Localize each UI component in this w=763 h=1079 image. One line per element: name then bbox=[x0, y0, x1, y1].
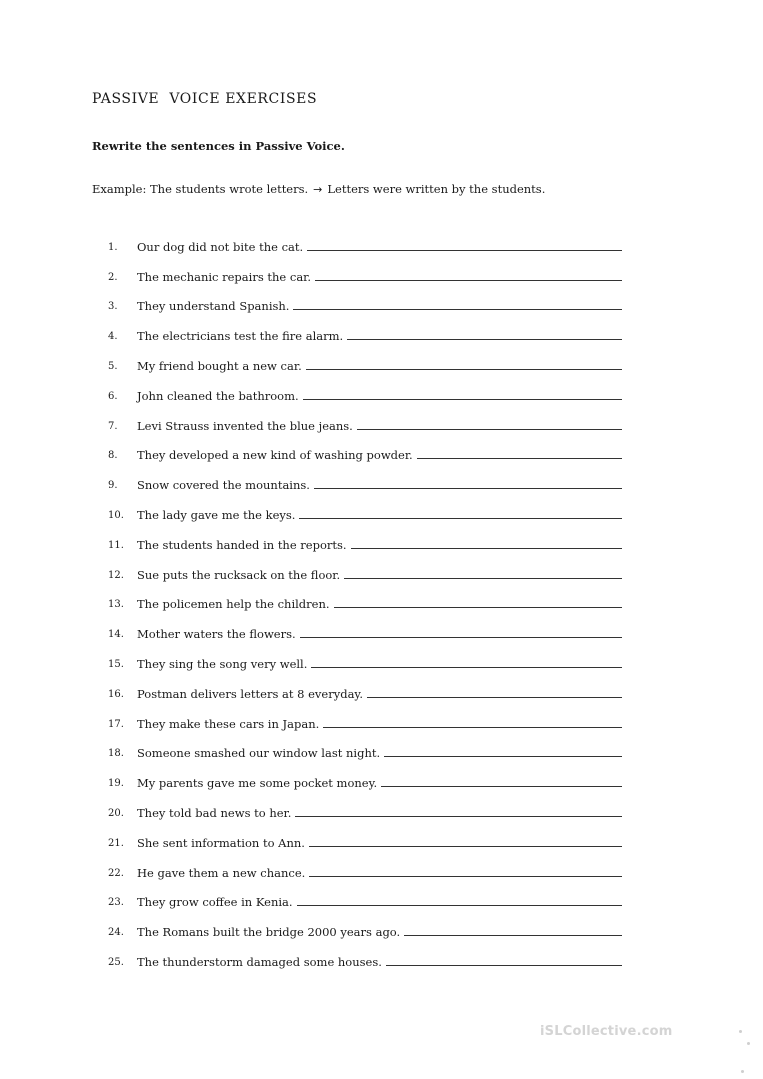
exercise-number: 8. bbox=[108, 450, 118, 462]
exercise-number: 10. bbox=[108, 509, 124, 521]
exercise-sentence: Snow covered the mountains. bbox=[137, 478, 310, 493]
answer-line[interactable] bbox=[309, 845, 622, 847]
exercise-item bbox=[108, 462, 622, 492]
answer-line[interactable] bbox=[404, 934, 622, 936]
exercise-item bbox=[108, 820, 622, 850]
answer-line[interactable] bbox=[381, 785, 622, 787]
exercise-item bbox=[108, 731, 622, 761]
exercise-number: 5. bbox=[108, 360, 118, 372]
answer-line[interactable] bbox=[417, 457, 622, 459]
exercise-number: 13. bbox=[108, 599, 124, 611]
answer-line[interactable] bbox=[307, 249, 622, 251]
exercise-sentence: My friend bought a new car. bbox=[137, 358, 302, 373]
exercise-item bbox=[108, 611, 622, 641]
exercise-item bbox=[108, 939, 622, 969]
exercise-number: 2. bbox=[108, 271, 118, 283]
answer-line[interactable] bbox=[311, 666, 622, 668]
exercise-sentence: My parents gave me some pocket money. bbox=[137, 776, 378, 791]
answer-line[interactable] bbox=[297, 904, 622, 906]
answer-line[interactable] bbox=[386, 964, 622, 966]
example-line bbox=[92, 182, 545, 196]
answer-line[interactable] bbox=[367, 696, 622, 698]
answer-line[interactable] bbox=[306, 368, 622, 370]
exercise-number: 7. bbox=[108, 420, 118, 432]
example-sentence: Example: The students wrote letters. bbox=[92, 182, 309, 196]
exercise-sentence: The students handed in the reports. bbox=[137, 537, 347, 552]
answer-line[interactable] bbox=[299, 517, 622, 519]
answer-line[interactable] bbox=[295, 815, 622, 817]
exercise-item bbox=[108, 373, 622, 403]
exercise-sentence: Mother waters the flowers. bbox=[137, 627, 296, 642]
exercise-item bbox=[108, 492, 622, 522]
answer-line[interactable] bbox=[357, 428, 622, 430]
exercise-item bbox=[108, 343, 622, 373]
answer-line[interactable] bbox=[323, 726, 622, 728]
exercise-number: 17. bbox=[108, 718, 124, 730]
exercise-item bbox=[108, 880, 622, 910]
dot bbox=[741, 1070, 744, 1073]
answer-line[interactable] bbox=[309, 875, 622, 877]
exercise-item bbox=[108, 284, 622, 314]
exercise-number: 12. bbox=[108, 569, 124, 581]
exercise-sentence: They understand Spanish. bbox=[137, 299, 290, 314]
exercise-number: 11. bbox=[108, 539, 124, 551]
exercise-item bbox=[108, 701, 622, 731]
example-answer: Letters were written by the students. bbox=[327, 182, 546, 196]
exercise-sentence: The electricians test the fire alarm. bbox=[137, 329, 344, 344]
exercise-item bbox=[108, 671, 622, 701]
exercise-number: 23. bbox=[108, 897, 124, 909]
exercise-item bbox=[108, 522, 622, 552]
exercise-sentence: Sue puts the rucksack on the floor. bbox=[137, 567, 341, 582]
exercise-number: 21. bbox=[108, 837, 124, 849]
exercise-sentence: The thunderstorm damaged some houses. bbox=[137, 954, 382, 969]
exercise-number: 24. bbox=[108, 927, 124, 939]
answer-line[interactable] bbox=[300, 636, 622, 638]
answer-line[interactable] bbox=[347, 338, 622, 340]
exercise-sentence: The mechanic repairs the car. bbox=[137, 269, 312, 284]
answer-line[interactable] bbox=[293, 308, 622, 310]
exercise-list bbox=[108, 224, 622, 969]
arrow-right-icon: → bbox=[313, 182, 323, 196]
exercise-number: 25. bbox=[108, 956, 124, 968]
exercise-sentence: They make these cars in Japan. bbox=[137, 716, 320, 731]
exercise-item bbox=[108, 909, 622, 939]
exercise-number: 6. bbox=[108, 390, 118, 402]
exercise-number: 22. bbox=[108, 867, 124, 879]
exercise-number: 19. bbox=[108, 778, 124, 790]
exercise-item bbox=[108, 552, 622, 582]
exercise-sentence: The lady gave me the keys. bbox=[137, 507, 296, 522]
exercise-sentence: Someone smashed our window last night. bbox=[137, 746, 381, 761]
exercise-number: 14. bbox=[108, 629, 124, 641]
exercise-sentence: John cleaned the bathroom. bbox=[137, 388, 299, 403]
exercise-number: 1. bbox=[108, 241, 118, 253]
exercise-number: 4. bbox=[108, 331, 118, 343]
answer-line[interactable] bbox=[351, 547, 622, 549]
exercise-number: 20. bbox=[108, 807, 124, 819]
answer-line[interactable] bbox=[384, 755, 622, 757]
exercise-number: 15. bbox=[108, 658, 124, 670]
exercise-item bbox=[108, 641, 622, 671]
exercise-sentence: He gave them a new chance. bbox=[137, 865, 306, 880]
answer-line[interactable] bbox=[344, 577, 622, 579]
instruction-text: Rewrite the sentences in Passive Voice. bbox=[92, 139, 345, 153]
answer-line[interactable] bbox=[314, 487, 622, 489]
exercise-sentence: Our dog did not bite the cat. bbox=[137, 239, 304, 254]
exercise-number: 18. bbox=[108, 748, 124, 760]
exercise-sentence: Postman delivers letters at 8 everyday. bbox=[137, 686, 364, 701]
exercise-sentence: The Romans built the bridge 2000 years ago. bbox=[137, 925, 401, 940]
answer-line[interactable] bbox=[315, 279, 622, 281]
exercise-number: 16. bbox=[108, 688, 124, 700]
exercise-item bbox=[108, 760, 622, 790]
exercise-item bbox=[108, 850, 622, 880]
dot bbox=[739, 1030, 742, 1033]
exercise-sentence: They told bad news to her. bbox=[137, 805, 292, 820]
exercise-item bbox=[108, 582, 622, 612]
exercise-number: 3. bbox=[108, 301, 118, 313]
exercise-item bbox=[108, 433, 622, 463]
exercise-sentence: Levi Strauss invented the blue jeans. bbox=[137, 418, 353, 433]
exercise-sentence: They grow coffee in Kenia. bbox=[137, 895, 293, 910]
dot bbox=[747, 1042, 750, 1045]
exercise-number: 9. bbox=[108, 480, 118, 492]
watermark-logo: iSLCollective.com bbox=[540, 1024, 673, 1039]
answer-line[interactable] bbox=[303, 398, 622, 400]
decorative-dots bbox=[735, 1030, 755, 1075]
exercise-sentence: They sing the song very well. bbox=[137, 656, 308, 671]
exercise-sentence: They developed a new kind of washing powder. bbox=[137, 448, 413, 463]
exercise-item bbox=[108, 790, 622, 820]
exercise-item bbox=[108, 403, 622, 433]
exercise-item bbox=[108, 224, 622, 254]
exercise-item bbox=[108, 313, 622, 343]
answer-line[interactable] bbox=[334, 606, 622, 608]
exercise-sentence: The policemen help the children. bbox=[137, 597, 330, 612]
exercise-sentence: She sent information to Ann. bbox=[137, 835, 305, 850]
exercise-item bbox=[108, 254, 622, 284]
page-title: PASSIVE VOICE EXERCISES bbox=[92, 91, 318, 107]
